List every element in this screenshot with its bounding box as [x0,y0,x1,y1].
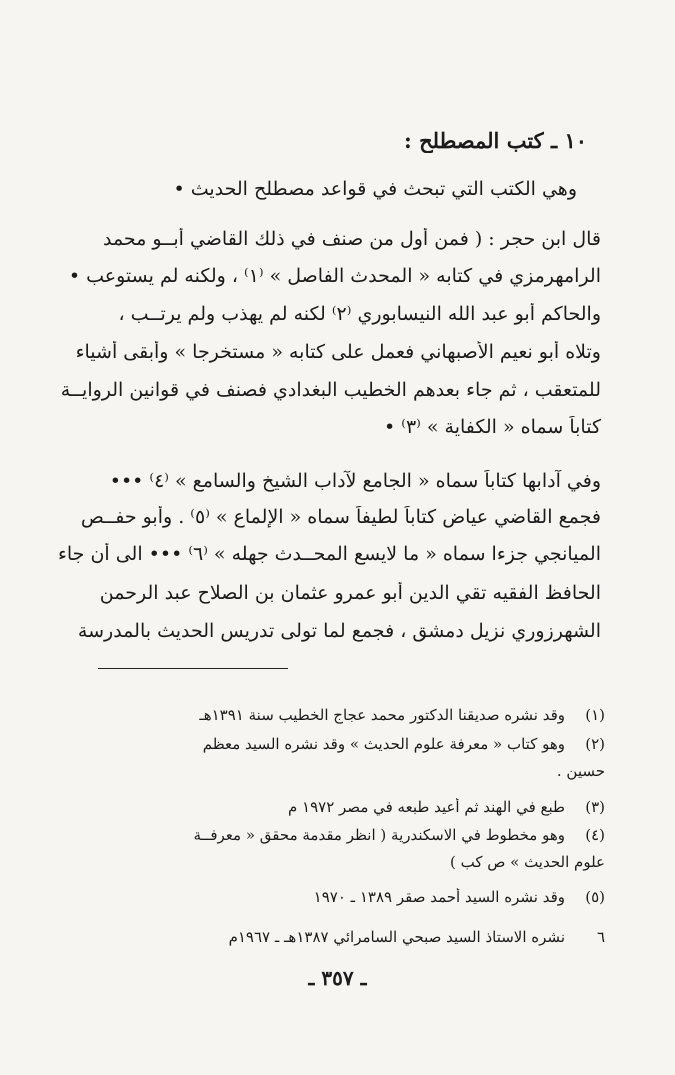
section-heading: ١٠ ـ كتب المصطلح : [404,128,587,153]
footnote-number: (١) [585,706,605,724]
paragraph-line: الشهرزوري نزيل دمشق ، فجمع لما تولى تدريس الحديث بالمدرسة [77,620,601,642]
paragraph-line: وتلاه أبو نعيم الأصبهاني فعمل على كتابه « مستخرجا » وأبقى أشياء [75,341,601,363]
footnote-number: (٤) [585,826,605,844]
footnote [0,888,675,906]
page-number: ـ ٣٥٧ ـ [308,966,367,990]
footnote [0,798,675,816]
paragraph-line: الحافظ الفقيه تقي الدين أبو عمرو عثمان بن الصلاح عبد الرحمن [99,582,601,604]
footnote-text: وقد نشره السيد أحمد صقر ١٣٨٩ ـ ١٩٧٠ [313,888,565,906]
paragraph-line: وهي الكتب التي تبحث في قواعد مصطلح الحديث • [173,178,577,200]
paragraph-line: فجمع القاضي عياض كتاباً لطيفاً سماه « الإلماع » ⁽٥⁾ . وأبو حفــص [80,506,601,528]
footnote-continuation [0,762,675,780]
paragraph-line: كتاباً سماه « الكفاية » ⁽٣⁾ • [384,416,601,438]
footnote [0,928,675,946]
footnote-continuation [0,853,675,871]
paragraph-line: قال ابن حجر : ( فمن أول من صنف في ذلك القاضي أبــو محمد [102,228,601,250]
footnote-number: ٦ [596,928,605,946]
footnote-divider [98,668,288,669]
paragraph-line: وفي آدابها كتاباً سماه « الجامع لآداب الشيخ والسامع » ⁽٤⁾ ••• [109,470,601,492]
footnote-number: (٣) [585,798,605,816]
footnote-text: وهو مخطوط في الاسكندرية ( انظر مقدمة محقق « معرفــة [193,826,565,844]
paragraph-line: الميانجي جزءا سماه « ما لايسع المحــدث جهله » ⁽٦⁾ ••• الى أن جاء [57,543,601,565]
footnote-text: طبع في الهند ثم أعيد طبعه في مصر ١٩٧٢ م [287,798,565,816]
footnote-text: وهو كتاب « معرفة علوم الحديث » وقد نشره السيد معظم [202,735,565,753]
paragraph-line: والحاكم أبو عبد الله النيسابوري ⁽٢⁾ لكنه لم يهذب ولم يرتــب ، [118,303,601,325]
footnote-text: نشره الاستاذ السيد صبحي السامرائي ١٣٨٧هـ ـ ١٩٦٧م [228,928,565,946]
footnote [0,706,675,724]
footnote-text: وقد نشره صديقنا الدكتور محمد عجاج الخطيب سنة ١٣٩١هـ [199,706,565,724]
footnote [0,735,675,753]
paragraph-line: الرامهرمزي في كتابه « المحدث الفاصل » ⁽١⁾ ، ولكنه لم يستوعب • [68,265,601,287]
paragraph-line: للمتعقب ، ثم جاء بعدهم الخطيب البغدادي فصنف في قوانين الروايــة [60,379,601,401]
footnote-text: علوم الحديث » ص كب ) [449,853,605,871]
footnote-number: (٢) [585,735,605,753]
footnote [0,826,675,844]
footnote-text: حسين . [556,762,605,780]
footnote-number: (٥) [585,888,605,906]
